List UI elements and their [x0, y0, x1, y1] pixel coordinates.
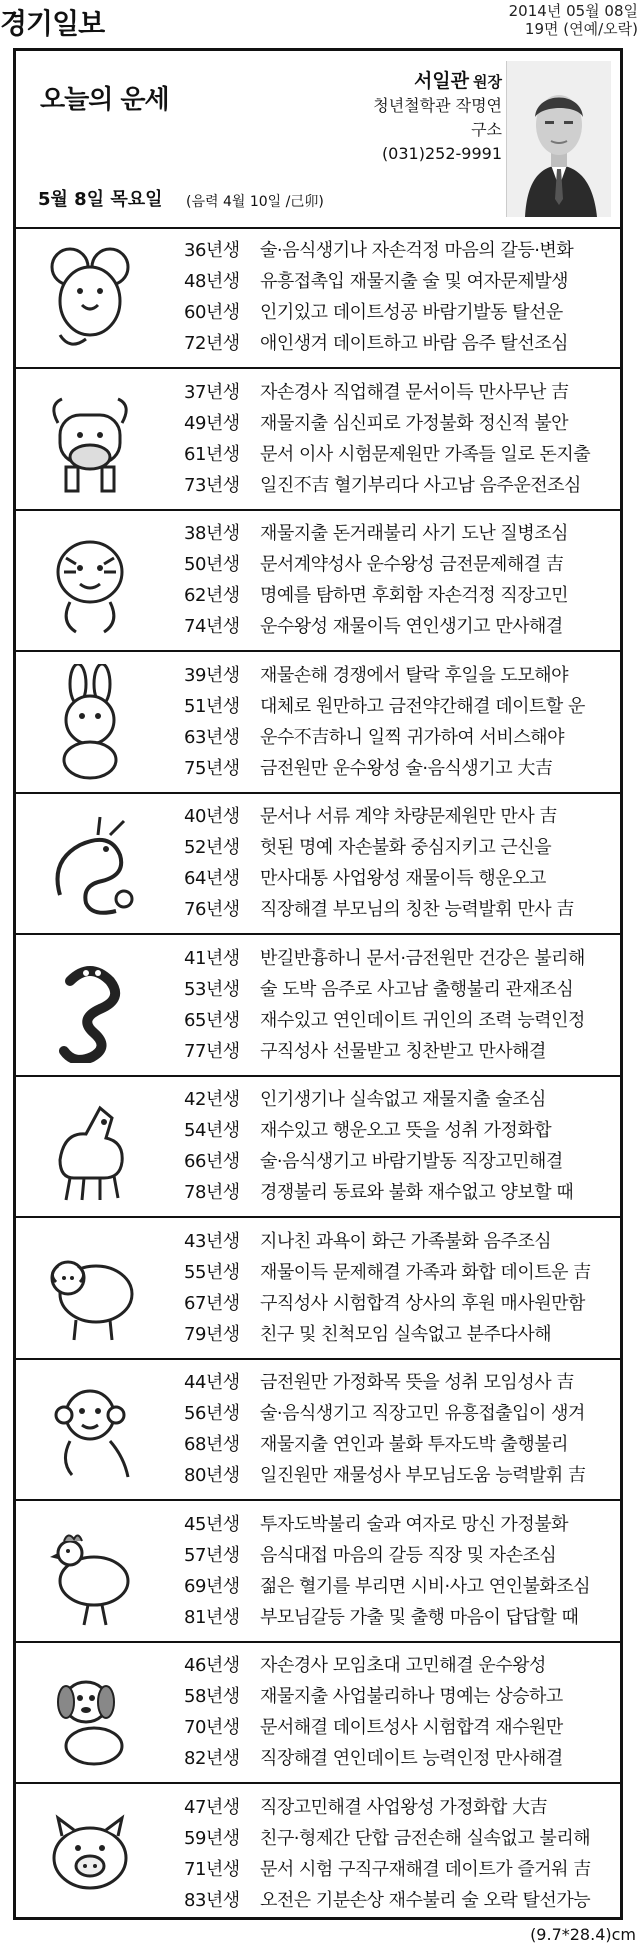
pig-icon: [40, 1796, 140, 1912]
fortune-text: 재물지출 연인과 불화 투자도박 출행불리: [260, 1434, 568, 1455]
horoscope-header: [16, 51, 620, 229]
fortune-text: 음식대접 마음의 갈등 직장 및 자손조심: [260, 1544, 557, 1566]
snake-icon: [40, 947, 140, 1063]
fortune-text: 지나친 과욕이 화근 가족불화 음주조심: [260, 1230, 552, 1252]
fortune-text: 재수있고 연인데이트 귀인의 조력 능력인정: [260, 1009, 585, 1031]
fortune-text: 운수왕성 재물이득 연인생기고 만사해결: [260, 616, 563, 637]
fortune-lines: [184, 1226, 614, 1350]
fortune-text: 술·음식생기고 직장고민 유흥접출입이 생겨: [260, 1403, 585, 1424]
fortune-line: [184, 943, 614, 974]
fortune-text: 명예를 탐하면 후회함 자손걱정 직장고민: [260, 585, 568, 606]
birth-year: 47년생: [184, 1796, 240, 1818]
fortune-lines: [184, 1367, 614, 1491]
fortune-text: 반길반흉하니 문서·금전원만 건강은 불리해: [260, 947, 585, 969]
dragon-icon: [40, 805, 140, 921]
zodiac-section: [16, 1359, 620, 1501]
fortune-line: [184, 266, 614, 297]
fortune-text: 유흥접촉입 재물지출 술 및 여자문제발생: [260, 271, 568, 292]
author-name: 서일관 원장: [413, 70, 502, 92]
birth-year: 70년생: [184, 1717, 240, 1738]
author-phone: (031)252-9991: [381, 144, 502, 163]
birth-year: 56년생: [184, 1403, 240, 1424]
birth-year: 41년생: [184, 947, 240, 969]
fortune-lines: [184, 1084, 614, 1208]
birth-year: 37년생: [184, 381, 240, 403]
fortune-line: [184, 1571, 614, 1602]
fortune-line: [184, 235, 614, 266]
fortune-line: [184, 1792, 614, 1823]
fortune-lines: [184, 518, 614, 642]
fortune-line: [184, 408, 614, 439]
birth-year: 58년생: [184, 1686, 240, 1707]
birth-year: 46년생: [184, 1655, 240, 1676]
fortune-line: [184, 1712, 614, 1743]
birth-year: 45년생: [184, 1513, 240, 1535]
birth-year: 77년생: [184, 1040, 240, 1062]
fortune-line: [184, 1177, 614, 1208]
ox-icon: [40, 381, 140, 497]
fortune-line: [184, 1743, 614, 1774]
birth-year: 52년생: [184, 837, 240, 858]
fortune-line: [184, 1885, 614, 1916]
birth-year: 53년생: [184, 978, 240, 1000]
fortune-lines: [184, 801, 614, 925]
fortune-text: 부모님갈등 가출 및 출행 마음이 답답할 때: [260, 1606, 579, 1628]
zodiac-section: [16, 935, 620, 1077]
zodiac-section: [16, 369, 620, 511]
fortune-text: 경쟁불리 동료와 불화 재수없고 양보할 때: [260, 1182, 574, 1203]
fortune-line: [184, 722, 614, 753]
fortune-text: 술 도박 음주로 사고남 출행불리 관재조심: [260, 978, 574, 1000]
fortune-line: [184, 753, 614, 784]
author-org: 청년철학관 작명연구소: [373, 96, 502, 139]
birth-year: 76년생: [184, 899, 240, 920]
fortune-text: 문서 시험 구직구재해결 데이트가 즐거워 吉: [260, 1858, 591, 1880]
birth-year: 44년생: [184, 1372, 240, 1393]
fortune-text: 자손경사 모임초대 고민해결 운수왕성: [260, 1655, 546, 1676]
birth-year: 38년생: [184, 523, 240, 544]
birth-year: 74년생: [184, 616, 240, 637]
birth-year: 66년생: [184, 1151, 240, 1172]
birth-year: 80년생: [184, 1465, 240, 1486]
birth-year: 83년생: [184, 1889, 240, 1911]
fortune-text: 직장해결 연인데이트 능력인정 만사해결: [260, 1748, 563, 1769]
sheep-icon: [40, 1230, 140, 1346]
birth-year: 78년생: [184, 1182, 240, 1203]
rat-icon: [40, 239, 140, 355]
fortune-line: [184, 660, 614, 691]
birth-year: 50년생: [184, 554, 240, 575]
birth-year: 71년생: [184, 1858, 240, 1880]
zodiac-section: [16, 1076, 620, 1218]
birth-year: 67년생: [184, 1292, 240, 1314]
fortune-line: [184, 580, 614, 611]
fortune-lines: [184, 377, 614, 501]
fortune-line: [184, 518, 614, 549]
issue-date: 2014년 05월 08일: [508, 2, 638, 20]
fortune-line: [184, 832, 614, 863]
fortune-text: 인기생기나 실속없고 재물지출 술조심: [260, 1089, 546, 1110]
horoscope-box: [13, 48, 623, 1920]
fortune-line: [184, 1602, 614, 1633]
fortune-text: 오전은 기분손상 재수불리 술 오락 탈선가능: [260, 1889, 591, 1911]
masthead: [0, 0, 640, 46]
birth-year: 40년생: [184, 806, 240, 827]
birth-year: 59년생: [184, 1827, 240, 1849]
fortune-text: 재수있고 행운오고 뜻을 성취 가정화합: [260, 1120, 552, 1141]
fortune-text: 술·음식생기나 자손걱정 마음의 갈등·변화: [260, 240, 574, 261]
fortune-line: [184, 1509, 614, 1540]
fortune-line: [184, 1226, 614, 1257]
fortune-text: 운수不吉하니 일찍 귀가하여 서비스해야: [260, 726, 564, 748]
author-photo: [506, 61, 611, 217]
zodiac-section: [16, 510, 620, 652]
zodiac-section: [16, 1784, 620, 1924]
fortune-line: [184, 1681, 614, 1712]
fortune-text: 금전원만 운수왕성 술·음식생기고 大吉: [260, 757, 553, 779]
birth-year: 48년생: [184, 271, 240, 292]
fortune-line: [184, 1319, 614, 1350]
fortune-text: 문서 이사 시험문제원만 가족들 일로 돈지출: [260, 443, 591, 465]
fortune-line: [184, 801, 614, 832]
fortune-line: [184, 1115, 614, 1146]
fortune-lines: [184, 1650, 614, 1774]
fortune-line: [184, 611, 614, 642]
fortune-line: [184, 1084, 614, 1115]
fortune-line: [184, 1650, 614, 1681]
fortune-text: 재물이득 문제해결 가족과 화합 데이트운 吉: [260, 1261, 591, 1283]
fortune-line: [184, 974, 614, 1005]
birth-year: 61년생: [184, 443, 240, 465]
fortune-line: [184, 1005, 614, 1036]
fortune-line: [184, 691, 614, 722]
birth-year: 79년생: [184, 1323, 240, 1345]
tiger-icon: [40, 522, 140, 638]
birth-year: 63년생: [184, 726, 240, 748]
fortune-text: 술·음식생기고 바람기발동 직장고민해결: [260, 1151, 563, 1172]
fortune-text: 재물지출 심신피로 가정불화 정신적 불안: [260, 412, 568, 434]
fortune-text: 금전원만 가정화목 뜻을 성취 모임성사 吉: [260, 1372, 574, 1393]
fortune-line: [184, 1398, 614, 1429]
fortune-text: 일진원만 재물성사 부모님도움 능력발휘 吉: [260, 1465, 586, 1486]
fortune-text: 자손경사 직업해결 문서이득 만사무난 吉: [260, 381, 569, 403]
fortune-line: [184, 1854, 614, 1885]
fortune-lines: [184, 235, 614, 359]
birth-year: 51년생: [184, 695, 240, 717]
fortune-text: 직장해결 부모님의 칭찬 능력발휘 만사 吉: [260, 899, 574, 920]
birth-year: 42년생: [184, 1089, 240, 1110]
birth-year: 62년생: [184, 585, 240, 606]
fortune-lines: [184, 1792, 614, 1916]
fortune-line: [184, 1146, 614, 1177]
fortune-line: [184, 549, 614, 580]
birth-year: 43년생: [184, 1230, 240, 1252]
birth-year: 81년생: [184, 1606, 240, 1628]
issue-page: 19면 (연예/오락): [524, 20, 638, 38]
rooster-icon: [40, 1513, 140, 1629]
fortune-line: [184, 297, 614, 328]
birth-year: 69년생: [184, 1575, 240, 1597]
fortune-text: 재물손해 경쟁에서 탈락 후일을 도모해야: [260, 664, 568, 686]
fortune-text: 친구 및 친척모임 실속없고 분주다사해: [260, 1323, 552, 1345]
fortune-text: 문서나 서류 계약 차량문제원만 만사 吉: [260, 806, 557, 827]
birth-year: 49년생: [184, 412, 240, 434]
fortune-line: [184, 1367, 614, 1398]
fortune-text: 일진不吉 혈기부리다 사고남 음주운전조심: [260, 474, 581, 496]
zodiac-section: [16, 227, 620, 369]
zodiac-section: [16, 1642, 620, 1784]
fortune-line: [184, 470, 614, 501]
fortune-line: [184, 1460, 614, 1491]
fortune-line: [184, 328, 614, 359]
horoscope-date: 5월 8일 목요일: [38, 189, 163, 210]
fortune-text: 문서해결 데이트성사 시험합격 재수원만: [260, 1717, 563, 1738]
fortune-line: [184, 1257, 614, 1288]
fortune-text: 구직성사 시험합격 상사의 후원 매사원만함: [260, 1292, 585, 1314]
fortune-text: 헛된 명예 자손불화 중심지키고 근신을: [260, 837, 552, 858]
newspaper-logo: 경기일보: [0, 7, 105, 40]
author-block: [362, 69, 502, 166]
birth-year: 75년생: [184, 757, 240, 779]
fortune-text: 애인생겨 데이트하고 바람 음주 탈선조심: [260, 333, 568, 354]
zodiac-section: [16, 652, 620, 794]
fortune-line: [184, 1823, 614, 1854]
fortune-text: 투자도박불리 술과 여자로 망신 가정불화: [260, 1513, 568, 1535]
birth-year: 82년생: [184, 1748, 240, 1769]
birth-year: 36년생: [184, 240, 240, 261]
fortune-line: [184, 1540, 614, 1571]
fortune-line: [184, 1429, 614, 1460]
zodiac-section: [16, 1501, 620, 1643]
fortune-line: [184, 1036, 614, 1067]
fortune-lines: [184, 943, 614, 1067]
fortune-text: 문서계약성사 운수왕성 금전문제해결 吉: [260, 554, 564, 575]
fortune-text: 직장고민해결 사업왕성 가정화합 大吉: [260, 1796, 548, 1818]
birth-year: 64년생: [184, 868, 240, 889]
horse-icon: [40, 1088, 140, 1204]
fortune-line: [184, 1288, 614, 1319]
issue-meta: [509, 2, 638, 38]
fortune-text: 대체로 원만하고 금전약간해결 데이트할 운: [260, 695, 585, 717]
fortune-line: [184, 377, 614, 408]
fortune-text: 재물지출 사업불리하나 명예는 상승하고: [260, 1686, 563, 1707]
fortune-lines: [184, 1509, 614, 1633]
fortune-line: [184, 439, 614, 470]
birth-year: 57년생: [184, 1544, 240, 1566]
monkey-icon: [40, 1371, 140, 1487]
birth-year: 73년생: [184, 474, 240, 496]
dog-icon: [40, 1654, 140, 1770]
birth-year: 65년생: [184, 1009, 240, 1031]
fortune-line: [184, 863, 614, 894]
rabbit-icon: [40, 664, 140, 780]
fortune-text: 친구·형제간 단합 금전손해 실속없고 불리해: [260, 1827, 591, 1849]
size-note: (9.7*28.4)cm: [530, 1925, 636, 1944]
lunar-date: (음력 4월 10일 /己卯): [186, 194, 324, 210]
fortune-text: 젊은 혈기를 부리면 시비·사고 연인불화조심: [260, 1575, 591, 1597]
birth-year: 54년생: [184, 1120, 240, 1141]
zodiac-section: [16, 1218, 620, 1360]
birth-year: 72년생: [184, 333, 240, 354]
birth-year: 68년생: [184, 1434, 240, 1455]
fortune-text: 구직성사 선물받고 칭찬받고 만사해결: [260, 1040, 546, 1062]
fortune-lines: [184, 660, 614, 784]
fortune-text: 재물지출 돈거래불리 사기 도난 질병조심: [260, 523, 568, 544]
fortune-text: 인기있고 데이트성공 바람기발동 탈선운: [260, 302, 563, 323]
horoscope-title: 오늘의 운세: [40, 85, 169, 115]
birth-year: 60년생: [184, 302, 240, 323]
fortune-line: [184, 894, 614, 925]
zodiac-section: [16, 793, 620, 935]
fortune-text: 만사대통 사업왕성 재물이득 행운오고: [260, 868, 546, 889]
birth-year: 55년생: [184, 1261, 240, 1283]
birth-year: 39년생: [184, 664, 240, 686]
